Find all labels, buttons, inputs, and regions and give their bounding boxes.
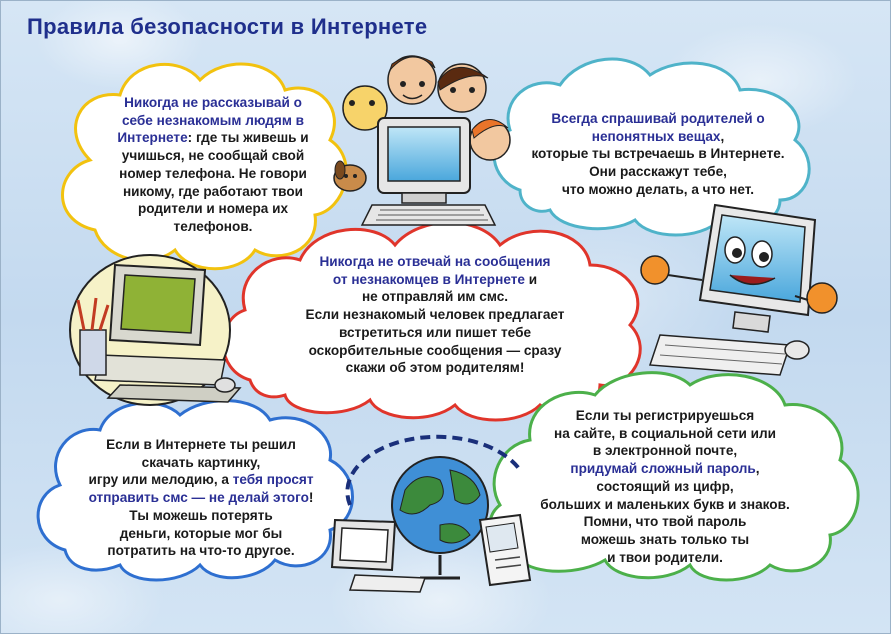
cloud-5-line-9: и твои родители.: [607, 549, 723, 565]
cloud-2-line-2-highlight: непонятных вещах: [591, 128, 721, 144]
cloud-3-line-1: Никогда не отвечай на сообщения: [319, 254, 551, 269]
cloud-1-line-8: телефонов.: [173, 218, 253, 234]
cloud-1-line-2: себе незнакомым людям в: [121, 112, 305, 128]
cloud-5-line-7: Помни, что твой пароль: [583, 514, 747, 530]
cloud-4-line-1: Если в Интернете ты решил: [106, 437, 296, 452]
cloud-1-line-4: учишься, не сообщай свой: [121, 148, 305, 164]
cloud-3-line-5: встретиться или пишет тебе: [338, 324, 532, 340]
cloud-1-line-5: номер телефона. Не говори: [119, 165, 307, 181]
cloud-5-line-1: Если ты регистрируешься: [575, 408, 755, 423]
cloud-1-line-3-rest: : где ты живешь и: [187, 130, 309, 146]
cloud-4-line-4-rest: !: [308, 490, 314, 506]
cloud-5-line-4-highlight: придумай сложный пароль: [570, 461, 756, 477]
cloud-5-line-6: больших и маленьких букв и знаков.: [540, 496, 790, 512]
cloud-4-line-6: деньги, которые мог бы: [119, 525, 283, 541]
cloud-3-line-7: скажи об этом родителям!: [345, 360, 525, 376]
cloud-2-line-4: Они расскажут тебе,: [589, 164, 727, 180]
cloud-5-line-8: можешь знать только ты: [580, 531, 750, 547]
cloud-1-line-6: никому, где работают твои: [122, 183, 304, 199]
cloud-4-line-3-highlight: тебя просят: [232, 472, 314, 488]
cloud-4-line-7: потратить на что-то другое.: [107, 543, 295, 559]
cloud-5-line-5: состоящий из цифр,: [596, 478, 734, 494]
cloud-3-line-6: оскорбительные сообщения — сразу: [308, 342, 562, 358]
cloud-4-line-5: Ты можешь потерять: [129, 507, 273, 523]
cloud-3-line-3: не отправляй им смс.: [361, 289, 509, 305]
cloud-5-line-2: на сайте, в социальной сети или: [554, 425, 776, 441]
cloud-1-line-7: родители и номера их: [137, 201, 289, 217]
cloud-5-line-3: в электронной почте,: [592, 443, 738, 459]
cloud-2-line-1: Всегда спрашивай родителей о: [551, 111, 765, 126]
cloud-4-line-4-highlight: отправить смс — не делай этого: [88, 490, 309, 506]
cloud-3-line-4: Если незнакомый человек предлагает: [305, 307, 565, 323]
cloud-3-line-2-rest: и: [524, 271, 538, 287]
cloud-1-line-1: Никогда не рассказывай о: [124, 95, 302, 110]
page-title: Правила безопасности в Интернете: [27, 14, 428, 39]
cloud-3-line-2-highlight: от незнакомцев в Интернете: [332, 271, 525, 287]
cloud-2-line-3: которые ты встречаешь в Интернете.: [531, 146, 785, 162]
cloud-2-line-2-rest: ,: [720, 128, 725, 144]
cloud-1-line-3-highlight: Интернете: [117, 130, 188, 146]
cloud-4-line-2: скачать картинку,: [141, 454, 261, 470]
cloud-4-line-3-start: игру или мелодию, а: [88, 472, 233, 488]
cloud-5-line-4-rest: ,: [755, 461, 760, 477]
cloud-2-line-5: что можно делать, а что нет.: [562, 181, 754, 197]
